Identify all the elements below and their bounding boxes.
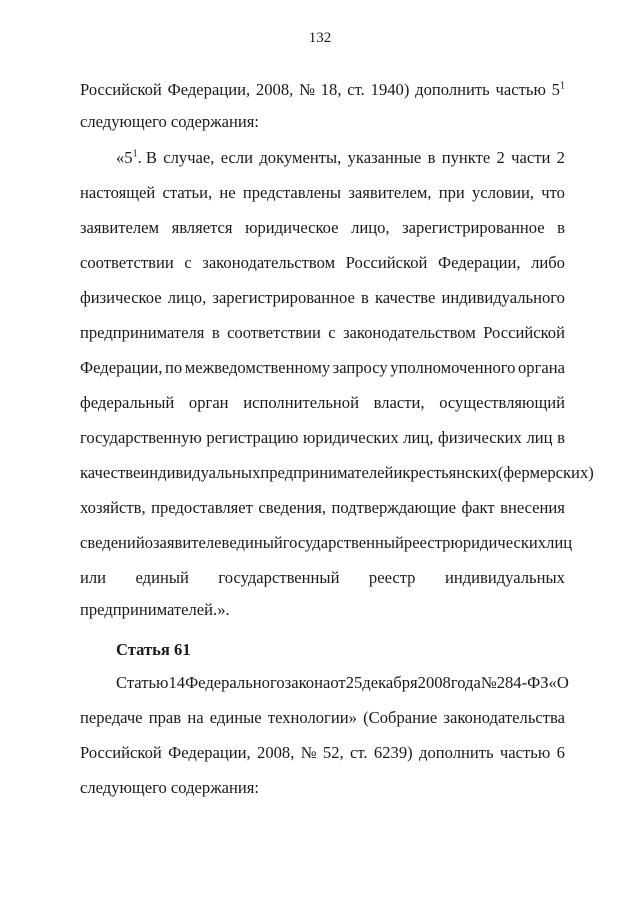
word: единый — [229, 533, 283, 552]
word: закона — [284, 673, 331, 692]
word: представлены — [242, 183, 342, 202]
word: № — [480, 673, 497, 692]
word: 284-ФЗ — [496, 673, 549, 692]
word: «О — [548, 673, 569, 692]
word: государственный — [218, 568, 340, 587]
text-line — [80, 358, 565, 378]
text-line — [80, 428, 565, 448]
word: власти, — [373, 393, 425, 412]
word: исполнительной — [243, 393, 359, 412]
word: единые — [209, 708, 262, 727]
word: индивидуальных — [140, 463, 261, 482]
word: Российской — [80, 80, 162, 99]
word: законодательства — [443, 708, 565, 727]
text-line — [80, 80, 565, 100]
word: 6 — [556, 743, 565, 762]
word: физическое — [80, 288, 162, 307]
word: пункте — [441, 148, 491, 167]
word: (Собрание — [363, 708, 438, 727]
word: лиц — [526, 428, 553, 447]
word: юридических — [303, 428, 399, 447]
text-line — [80, 568, 565, 588]
word: регистрацию — [206, 428, 299, 447]
word: или — [80, 568, 107, 587]
word: в — [427, 148, 436, 167]
text-line — [80, 463, 594, 483]
word: Федерации, — [437, 253, 521, 272]
word: индивидуальных — [444, 568, 565, 587]
word: сведений — [80, 533, 145, 552]
word: по — [165, 358, 183, 377]
word: в — [557, 428, 565, 447]
word: 1940) — [370, 80, 410, 99]
word: 2 — [556, 148, 565, 167]
text-line — [80, 778, 565, 798]
text-line — [80, 288, 565, 308]
word: законодательством — [202, 253, 336, 272]
word: от — [330, 673, 346, 692]
word: Федерации, — [80, 358, 163, 377]
word: 2008, — [257, 743, 295, 762]
word: дополнить — [419, 743, 494, 762]
text-line — [80, 708, 565, 728]
text-line — [80, 498, 565, 518]
word: ст. — [347, 80, 365, 99]
word: предпринимателя — [80, 323, 205, 342]
word: условии, — [472, 183, 535, 202]
word: 18, — [320, 80, 342, 99]
text-line — [80, 393, 565, 413]
word: 6239) — [373, 743, 413, 762]
word: частью — [499, 743, 551, 762]
word: и — [393, 463, 403, 482]
word: дополнить — [415, 80, 490, 99]
text-line — [116, 673, 569, 693]
word: настоящей — [80, 183, 156, 202]
word: либо — [531, 253, 565, 272]
word: государственный — [282, 533, 404, 552]
word: на — [187, 708, 204, 727]
word: осуществляющий — [439, 393, 565, 412]
word: физических — [438, 428, 522, 447]
word: содержания: — [170, 778, 260, 797]
word: документы, — [259, 148, 342, 167]
word: $5^1$ — [551, 80, 565, 99]
word: соответствии — [80, 253, 174, 272]
word: внесения — [500, 498, 565, 517]
word: декабря — [362, 673, 418, 692]
word: в — [360, 288, 369, 307]
word: является — [171, 218, 233, 237]
word: частью — [495, 80, 546, 99]
word: 2 — [496, 148, 505, 167]
word: уполномоченного — [390, 358, 516, 377]
word: крестьянских — [402, 463, 498, 482]
word: Статья 61 — [116, 640, 191, 659]
word: в — [557, 218, 565, 237]
word: реестр — [403, 533, 451, 552]
word: ст. — [350, 743, 368, 762]
word: в — [221, 533, 230, 552]
word: индивидуального — [441, 288, 565, 307]
article-heading — [116, 640, 565, 660]
word: технологии» — [267, 708, 357, 727]
word: единый — [135, 568, 189, 587]
word: при — [438, 183, 465, 202]
word: лиц — [546, 533, 573, 552]
word: Федерации, — [168, 743, 251, 762]
word: Российской — [345, 253, 428, 272]
word: предпринимателей — [260, 463, 394, 482]
text-line — [80, 533, 573, 553]
word: что — [541, 183, 565, 202]
word: года — [450, 673, 481, 692]
word: случае, — [163, 148, 215, 167]
word: содержания: — [170, 112, 260, 131]
superscript: 1 — [559, 80, 565, 92]
text-line — [80, 218, 565, 238]
text-line — [80, 112, 565, 132]
word: соответствии — [227, 323, 321, 342]
word: лицо, — [167, 288, 207, 307]
word: 52, — [322, 743, 344, 762]
word: статьи, — [162, 183, 213, 202]
word: Федерального — [185, 673, 285, 692]
word: следующего — [80, 778, 167, 797]
word: о — [144, 533, 153, 552]
word: Российской — [80, 743, 162, 762]
word: предпринимателей.». — [80, 600, 230, 619]
word: предоставляет — [151, 498, 253, 517]
word: части — [511, 148, 551, 167]
word: следующего — [80, 112, 167, 131]
word: «$5^1$. В — [116, 148, 157, 167]
word: указанные — [347, 148, 422, 167]
word: юридических — [450, 533, 547, 552]
word: юридическое — [245, 218, 339, 237]
text-line — [80, 323, 565, 343]
page-number: 132 — [308, 30, 332, 46]
word: 2008, — [255, 80, 294, 99]
word: законодательством — [342, 323, 476, 342]
word: подтверждающие — [331, 498, 456, 517]
word: запросу — [332, 358, 388, 377]
word: передаче — [80, 708, 143, 727]
word: лиц, — [403, 428, 434, 447]
word: Статью — [116, 673, 169, 692]
word: лицо, — [351, 218, 390, 237]
word: № — [300, 743, 317, 762]
word: реестр — [368, 568, 416, 587]
text-line — [80, 253, 565, 273]
word: с — [184, 253, 192, 272]
word: Российской — [483, 323, 565, 342]
word: 2008 — [417, 673, 451, 692]
word: органа — [517, 358, 565, 377]
word: прав — [148, 708, 182, 727]
word: (фермерских) — [497, 463, 594, 482]
text-line — [80, 183, 565, 203]
text-line — [116, 148, 565, 168]
word: заявителем — [80, 218, 160, 237]
text-line — [80, 600, 565, 620]
word: зарегистрированное — [212, 288, 355, 307]
word: заявителе — [153, 533, 222, 552]
word: если — [220, 148, 254, 167]
word: № — [299, 80, 315, 99]
word: в — [211, 323, 220, 342]
word: 25 — [345, 673, 363, 692]
word: хозяйств, — [80, 498, 146, 517]
word: зарегистрированное — [402, 218, 545, 237]
word: сведения, — [258, 498, 326, 517]
word: 14 — [168, 673, 186, 692]
word: межведомственному — [184, 358, 331, 377]
word: федеральный — [80, 393, 175, 412]
word: Федерации, — [167, 80, 251, 99]
text-line — [80, 743, 565, 763]
word: качестве — [374, 288, 436, 307]
word: не — [219, 183, 236, 202]
word: с — [328, 323, 336, 342]
word: факт — [461, 498, 495, 517]
word: заявителем, — [348, 183, 432, 202]
superscript: 1 — [132, 148, 138, 160]
word: государственную — [80, 428, 202, 447]
word: орган — [188, 393, 229, 412]
word: качестве — [80, 463, 141, 482]
